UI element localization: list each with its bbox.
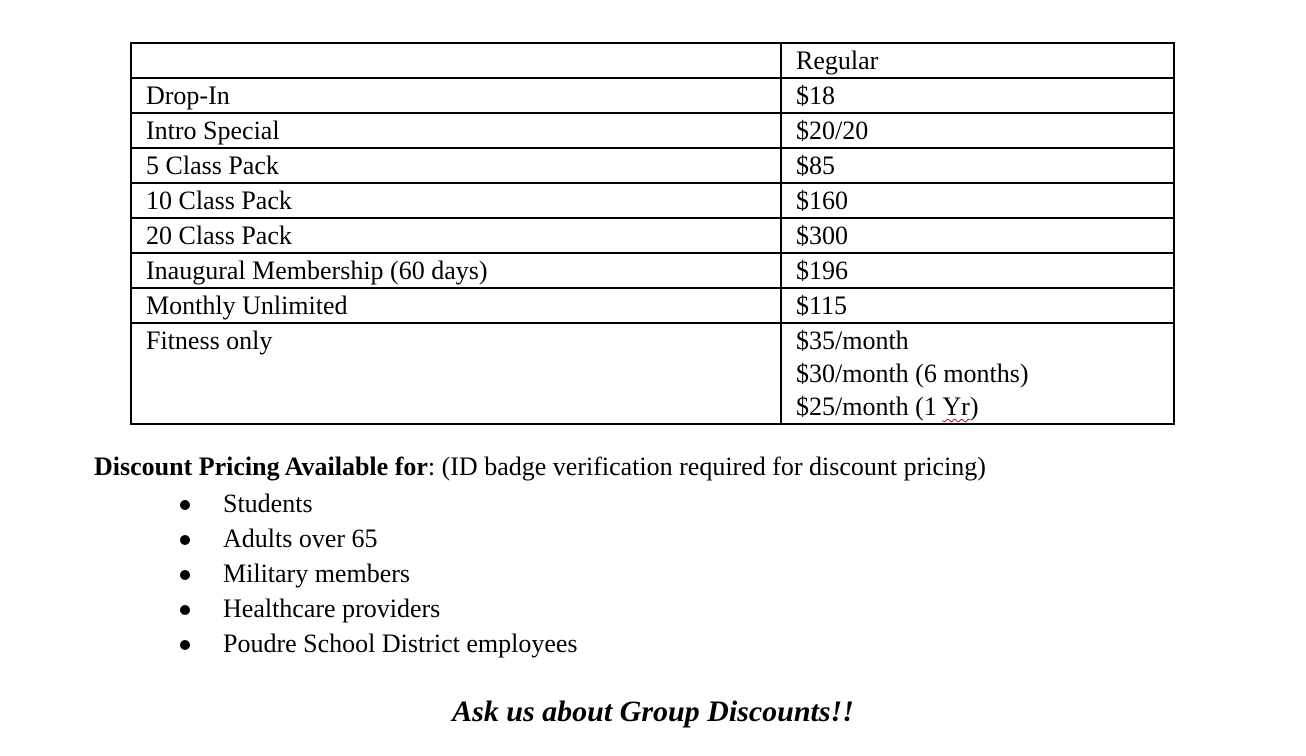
price-cell: $20/20 <box>781 113 1174 148</box>
table-row <box>131 78 1174 113</box>
item-cell: 10 Class Pack <box>131 183 781 218</box>
item-cell: Drop-In <box>131 78 781 113</box>
list-item <box>180 592 578 627</box>
table-row <box>131 148 1174 183</box>
price-line-text: $25/month (1 <box>796 392 943 421</box>
discount-list <box>180 487 578 662</box>
table-header-row <box>131 43 1174 78</box>
spellcheck-flagged-word: Yr <box>942 392 970 421</box>
bullet-icon <box>180 535 190 545</box>
discount-heading-note: : (ID badge verification required for discount pricing) <box>427 452 986 481</box>
group-discount-callout <box>0 692 1306 732</box>
pricing-table <box>130 42 1175 425</box>
price-line <box>796 390 1173 423</box>
item-cell: 5 Class Pack <box>131 148 781 183</box>
list-item <box>180 627 578 662</box>
discount-heading-bold: Discount Pricing Available for <box>94 452 428 481</box>
header-price-cell: Regular <box>781 43 1174 78</box>
price-cell: $300 <box>781 218 1174 253</box>
bullet-icon <box>180 500 190 510</box>
bullet-icon <box>180 605 190 615</box>
item-cell: Fitness only <box>131 323 781 424</box>
list-item <box>180 557 578 592</box>
table-row <box>131 183 1174 218</box>
list-item-label: Poudre School District employees <box>223 629 578 658</box>
item-cell: Inaugural Membership (60 days) <box>131 253 781 288</box>
table-row <box>131 253 1174 288</box>
price-cell: $115 <box>781 288 1174 323</box>
item-cell: Monthly Unlimited <box>131 288 781 323</box>
list-item-label: Students <box>223 489 313 518</box>
table-row <box>131 323 1174 424</box>
list-item-label: Adults over 65 <box>223 524 378 553</box>
bullet-icon <box>180 570 190 580</box>
price-line: $35/month <box>796 326 909 355</box>
discount-heading <box>94 450 986 484</box>
list-item-label: Healthcare providers <box>223 594 441 623</box>
header-item-cell <box>131 43 781 78</box>
table-row <box>131 113 1174 148</box>
group-discount-callout-text: Ask us about Group Discounts!! <box>452 695 854 728</box>
item-cell: 20 Class Pack <box>131 218 781 253</box>
price-line: $30/month (6 months) <box>796 359 1029 388</box>
table-row <box>131 218 1174 253</box>
price-cell-multiline <box>781 323 1174 424</box>
table-row <box>131 288 1174 323</box>
list-item-label: Military members <box>223 559 411 588</box>
list-item <box>180 487 578 522</box>
item-cell: Intro Special <box>131 113 781 148</box>
bullet-icon <box>180 640 190 650</box>
price-cell: $196 <box>781 253 1174 288</box>
list-item <box>180 522 578 557</box>
price-cell: $18 <box>781 78 1174 113</box>
price-cell: $85 <box>781 148 1174 183</box>
price-line-text: ) <box>969 392 979 421</box>
price-cell: $160 <box>781 183 1174 218</box>
